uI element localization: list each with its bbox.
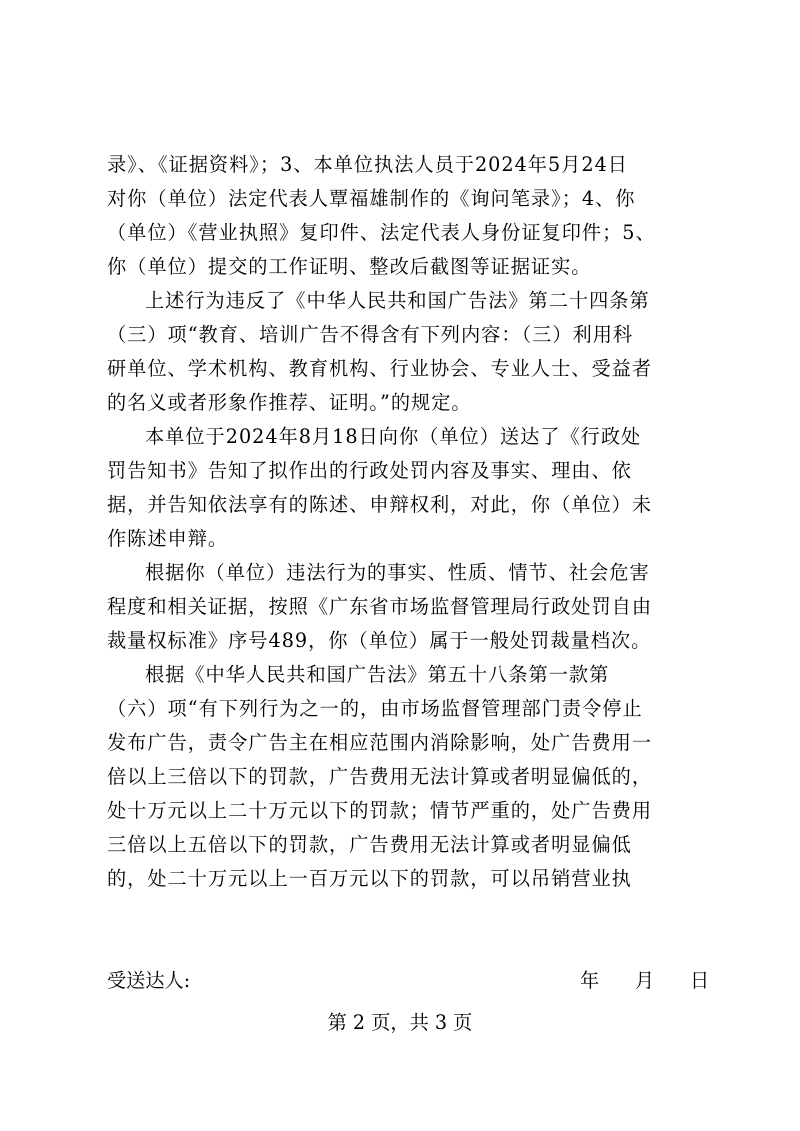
paragraph-line: 对你（单位）法定代表人覃福雄制作的《询问笔录》；4、你 [107,187,636,210]
paragraph-line: 据，并告知依法享有的陈述、申辩权利，对此，你（单位）未 [107,493,653,516]
paragraph-line: 罚告知书》告知了拟作出的行政处罚内容及事实、理由、依 [107,459,632,482]
signature-row [107,964,710,998]
paragraph-line: 的，处二十万元以上一百万元以下的罚款，可以吊销营业执 [107,867,632,890]
paragraph-line: 根据你（单位）违法行为的事实、性质、情节、社会危害 [145,561,650,584]
paragraph-line: 裁量权标准》序号489，你（单位）属于一般处罚裁量档次。 [107,629,652,652]
recipient-label: 受送达人: [107,969,191,992]
paragraph-line: 程度和相关证据，按照《广东省市场监督管理局行政处罚自由 [107,595,653,618]
date-day-label: 日 [690,969,710,992]
paragraph-line: 处十万元以上二十万元以下的罚款；情节严重的，处广告费用 [107,799,653,822]
paragraph-line: 作陈述申辩。 [107,527,229,550]
date-year-label: 年 [580,969,600,992]
paragraph-line: 倍以上三倍以下的罚款，广告费用无法计算或者明显偏低的， [107,765,653,788]
paragraph-line: （六）项“有下列行为之一的，由市场监督管理部门责令停止 [107,697,643,720]
paragraph-line: 发布广告，责令广告主在相应范围内消除影响，处广告费用一 [107,731,653,754]
paragraph-line: 研单位、学术机构、教育机构、行业协会、专业人士、受益者 [107,357,653,380]
paragraph-line: 录》、《证据资料》；3、本单位执法人员于2024年5月24日 [107,153,628,176]
paragraph-line: 你（单位）提交的工作证明、整改后截图等证据证实。 [107,255,592,278]
paragraph-line: 上述行为违反了《中华人民共和国广告法》第二十四条第 [145,289,650,312]
paragraph-line: （三）项“教育、培训广告不得含有下列内容：（三）利用科 [107,323,634,346]
paragraph-line: 根据《中华人民共和国广告法》第五十八条第一款第 [145,663,610,686]
paragraph-line: 三倍以上五倍以下的罚款，广告费用无法计算或者明显偏低 [107,833,632,856]
paragraph-line: 本单位于2024年8月18日向你（单位）送达了《行政处 [145,425,642,448]
date-month-label: 月 [635,969,655,992]
paragraph-line: （单位）《营业执照》复印件、法定代表人身份证复印件；5、 [107,221,656,244]
document-body [107,148,707,896]
paragraph-line: 的名义或者形象作推荐、证明。”的规定。 [107,391,472,414]
page-number: 第 2 页，共 3 页 [327,1011,473,1034]
